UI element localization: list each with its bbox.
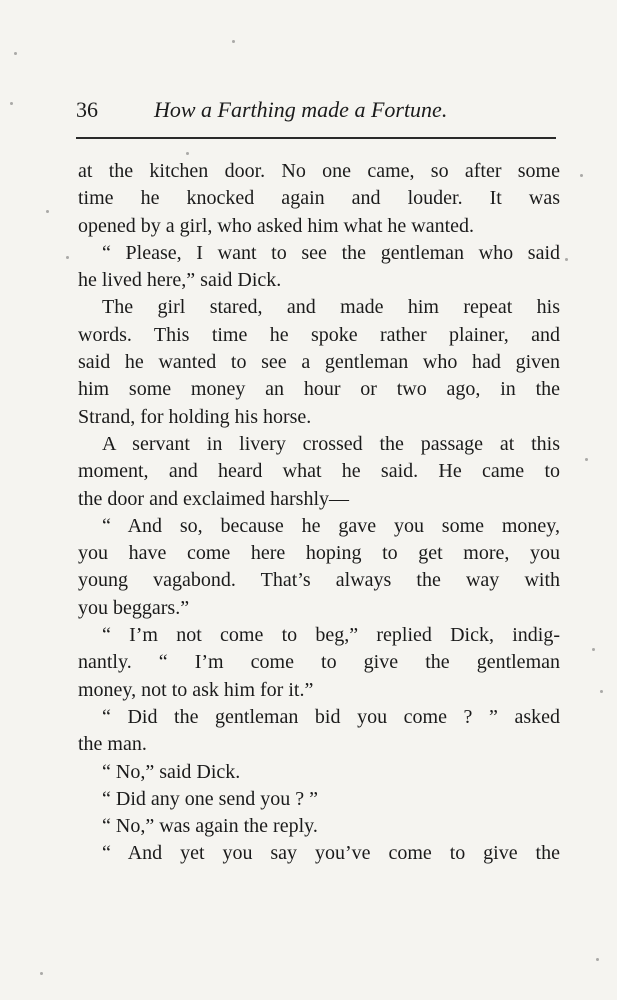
text-line: at the kitchen door. No one came, so after some xyxy=(78,160,560,182)
page-number: 36 xyxy=(76,97,98,122)
paper-speck xyxy=(66,256,69,259)
text-line: “ I’m not come to beg,” replied Dick, indig- xyxy=(102,624,560,647)
text-line: A servant in livery crossed the passage at this xyxy=(102,432,560,455)
text-line: said he wanted to see a gentleman who had given xyxy=(78,351,560,374)
paper-speck xyxy=(186,152,189,155)
paper-speck xyxy=(592,648,595,651)
text-line: The girl stared, and made him repeat his xyxy=(102,296,560,319)
text-line: “ Did any one send you ? ” xyxy=(102,787,319,810)
text-line: words. This time he spoke rather plainer, and xyxy=(78,323,560,346)
text-line: “ No,” was again the reply. xyxy=(102,815,318,838)
text-line: young vagabond. That’s always the way with xyxy=(78,569,560,592)
body-text xyxy=(78,158,560,868)
paper-speck xyxy=(40,972,43,975)
text-line: “ And yet you say you’ve come to give the xyxy=(102,842,560,865)
paper-speck xyxy=(600,690,603,693)
running-title: How a Farthing made a Fortune. xyxy=(154,97,448,122)
paper-speck xyxy=(585,458,588,461)
text-line: “ Did the gentleman bid you come ? ” asked xyxy=(102,705,560,728)
text-line: the door and exclaimed harshly— xyxy=(78,487,350,510)
paper-speck xyxy=(596,958,599,961)
paper-speck xyxy=(565,258,568,261)
text-line: him some money an hour or two ago, in the xyxy=(78,378,560,401)
text-line: money, not to ask him for it.” xyxy=(78,678,314,701)
text-line: Strand, for holding his horse. xyxy=(78,405,312,428)
page-header xyxy=(76,97,556,131)
paper-speck xyxy=(580,174,583,177)
paper-speck xyxy=(14,52,17,55)
text-line: you have come here hoping to get more, you xyxy=(78,542,560,565)
paper-speck xyxy=(232,40,235,43)
text-line: time he knocked again and louder. It was xyxy=(78,187,560,210)
text-line: you beggars.” xyxy=(78,596,190,619)
text-line: he lived here,” said Dick. xyxy=(78,269,282,292)
paper-speck xyxy=(10,102,13,105)
paper-speck xyxy=(46,210,49,213)
text-line: nantly. “ I’m come to give the gentleman xyxy=(78,651,560,674)
text-line: “ And so, because he gave you some money, xyxy=(102,514,560,537)
text-line: moment, and heard what he said. He came to xyxy=(78,460,560,483)
text-line: the man. xyxy=(78,733,147,756)
text-line: “ Please, I want to see the gentleman who said xyxy=(102,241,560,264)
header-rule xyxy=(76,137,556,139)
text-line: opened by a girl, who asked him what he wanted. xyxy=(78,214,475,237)
text-line: “ No,” said Dick. xyxy=(102,760,241,783)
